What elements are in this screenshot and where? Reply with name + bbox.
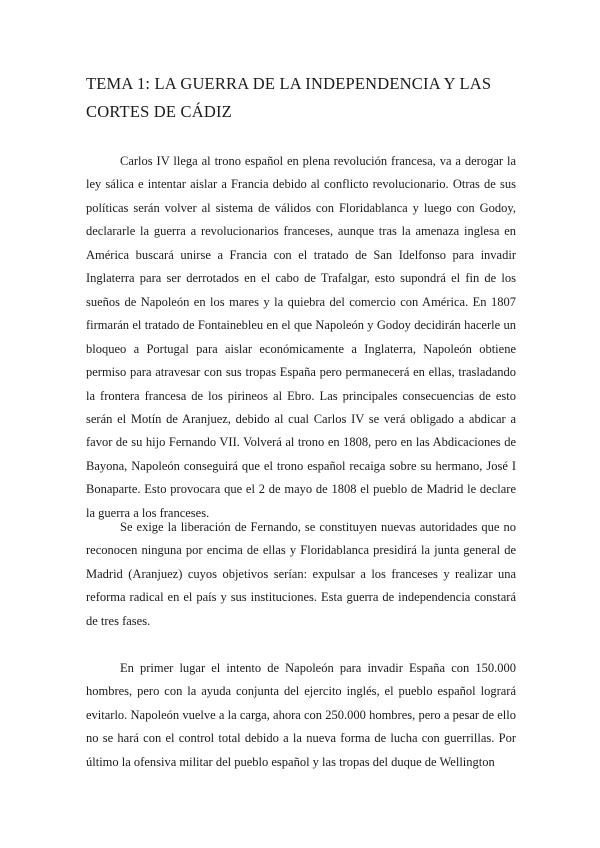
document-title: TEMA 1: LA GUERRA DE LA INDEPENDENCIA Y LAS CORTES DE CÁDIZ	[86, 74, 492, 121]
paragraph-3: En primer lugar el intento de Napoleón para invadir España con 150.000 hombres, pero con la ayuda conjunta del ejercito inglés, el pueblo español logrará evitarlo. Napoleón vuelve a la carga, ahora con 250.000 hombres, pero a pesar de ello no se hará con el control total debido a la nueva forma de lucha con guerrillas. Por último la ofensiva militar del pueblo español y las tropas del duque de Wellington	[86, 661, 516, 769]
paragraph-1: Carlos IV llega al trono español en plena revolución francesa, va a derogar la ley sálica e intentar aislar a Francia debido al conflicto revolucionario. Otras de sus políticas serán volver al sistema de válidos con Floridablanca y luego con Godoy, declararle la guerra a revolucionarios franceses, aunque tras la amenaza inglesa en América buscará unirse a Francia con el tratado de San Idelfonso para invadir Inglaterra para ser derrotados en el cabo de Trafalgar, esto supondrá el fin de los sueños de Napoleón en los mares y la quiebra del comercio con América. En 1807 firmarán el tratado de Fontainebleu en el que Napoleón y Godoy decidirán hacerle un bloqueo a Portugal para aislar económicamente a Inglaterra, Napoleón obtiene permiso para atravesar con sus tropas España pero permanecerá en ellas, trasladando la frontera francesa de los pirineos al Ebro. Las principales consecuencias de esto serán el Motín de Aranjuez, debido al cual Carlos IV se verá obligado a abdicar a favor de su hijo Fernando VII. Volverá al trono en 1808, pero en las Abdicaciones de Bayona, Napoleón conseguirá que el trono español recaiga sobre su hermano, José I Bonaparte. Esto provocara que el 2 de mayo de 1808 el pueblo de Madrid le declare la guerra a los franceses.	[86, 154, 516, 520]
paragraph-2: Se exige la liberación de Fernando, se constituyen nuevas autoridades que no reconocen ninguna por encima de ellas y Floridablanca presidirá la junta general de Madrid (Aranjuez) cuyos objetivos serían: expulsar a los franceses y realizar una reforma radical en el país y sus instituciones. Esta guerra de independencia constará de tres fases.	[86, 520, 516, 628]
